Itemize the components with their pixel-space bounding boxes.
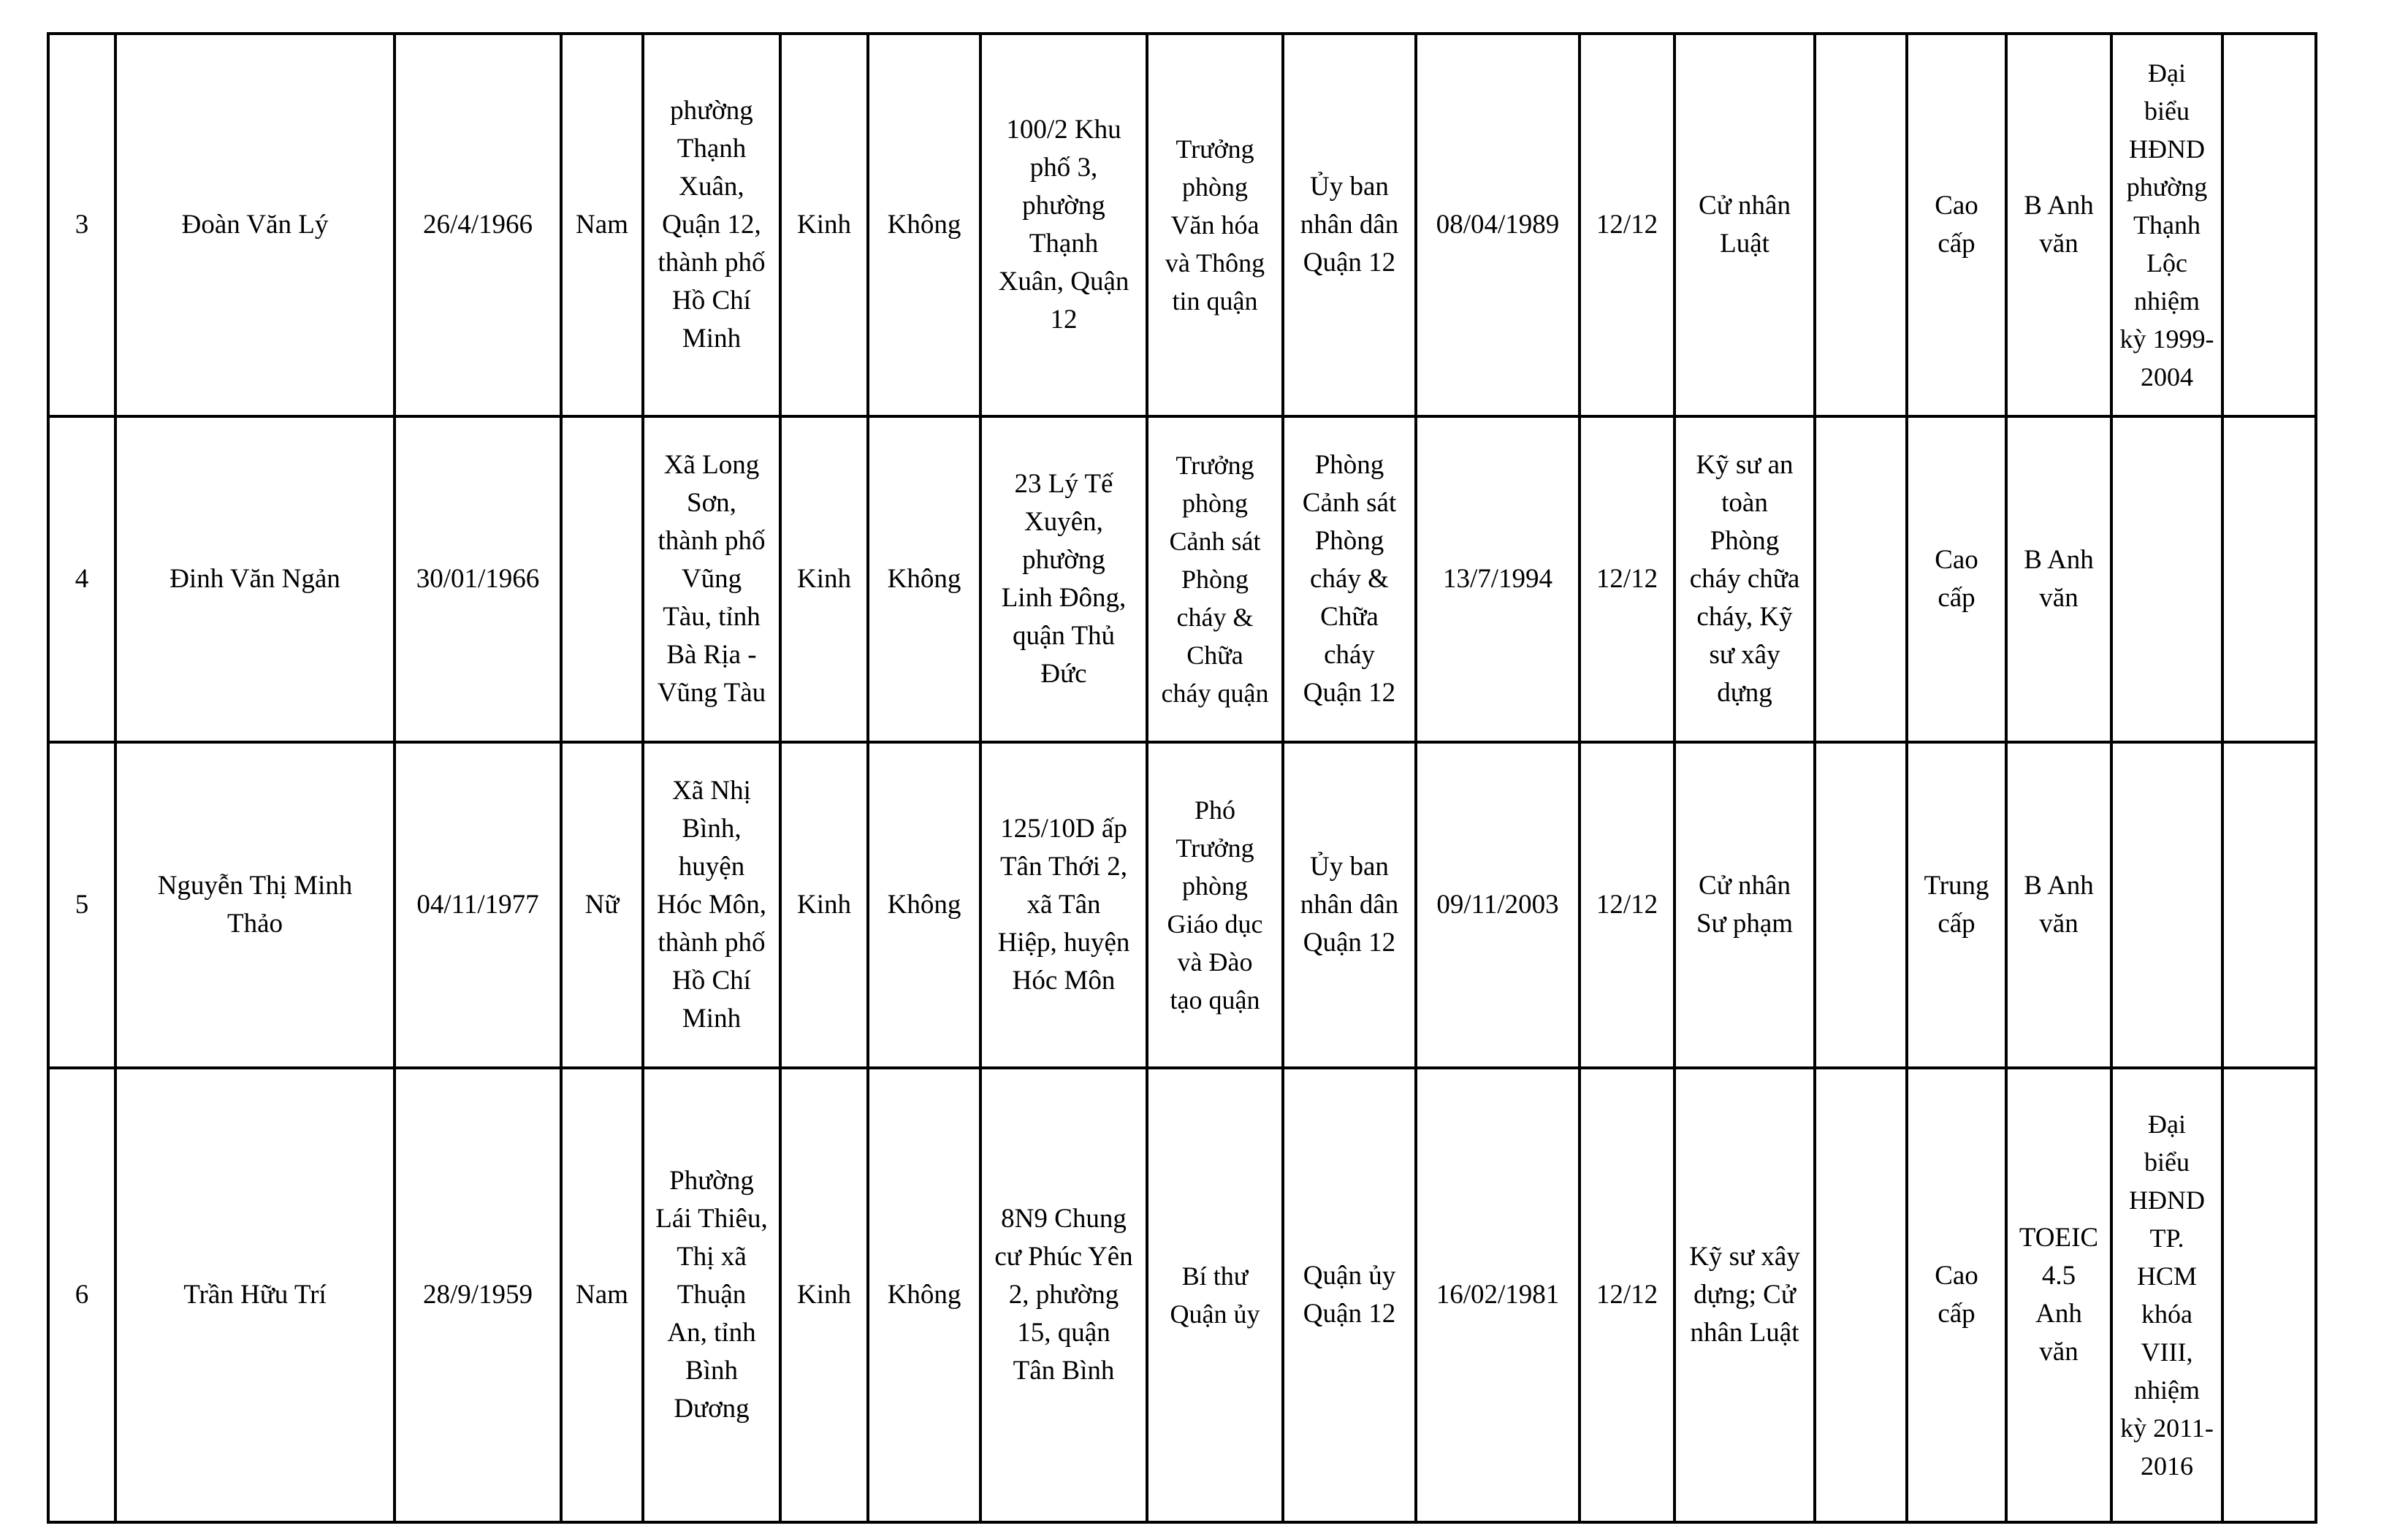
cell-extra bbox=[2222, 742, 2316, 1068]
cell-stt: 5 bbox=[48, 742, 115, 1068]
cell-ethnicity: Kinh bbox=[780, 34, 868, 416]
cell-name: Đoàn Văn Lý bbox=[115, 34, 395, 416]
cell-religion: Không bbox=[868, 742, 980, 1068]
cell-hometown: Phường Lái Thiêu, Thị xã Thuận An, tỉnh Bình Dương bbox=[643, 1068, 780, 1522]
cell-academic-title bbox=[1815, 742, 1907, 1068]
cell-gender: Nam bbox=[561, 34, 643, 416]
cell-council-member: Đại biểu HĐND TP. HCM khóa VIII, nhiệm kỳ 2011- 2016 bbox=[2111, 1068, 2222, 1522]
cell-religion: Không bbox=[868, 1068, 980, 1522]
cell-general-edu: 12/12 bbox=[1580, 742, 1674, 1068]
cell-name: Nguyễn Thị Minh Thảo bbox=[115, 742, 395, 1068]
cell-position: Trưởng phòng Văn hóa và Thông tin quận bbox=[1147, 34, 1283, 416]
cell-residence: 23 Lý Tế Xuyên, phường Linh Đông, quận Thủ Đức bbox=[980, 416, 1147, 742]
cell-stt: 3 bbox=[48, 34, 115, 416]
cell-dob: 30/01/1966 bbox=[395, 416, 561, 742]
cell-general-edu: 12/12 bbox=[1580, 1068, 1674, 1522]
cell-party-date: 09/11/2003 bbox=[1416, 742, 1580, 1068]
cell-workplace: Ủy ban nhân dân Quận 12 bbox=[1283, 742, 1416, 1068]
cell-dob: 26/4/1966 bbox=[395, 34, 561, 416]
cell-position: Phó Trưởng phòng Giáo dục và Đào tạo quận bbox=[1147, 742, 1283, 1068]
cell-stt: 6 bbox=[48, 1068, 115, 1522]
cell-religion: Không bbox=[868, 34, 980, 416]
cell-political-theory: Cao cấp bbox=[1907, 1068, 2006, 1522]
table-row bbox=[48, 416, 2316, 742]
cell-foreign-language: TOEIC 4.5 Anh văn bbox=[2006, 1068, 2111, 1522]
cell-ethnicity: Kinh bbox=[780, 742, 868, 1068]
cell-council-member bbox=[2111, 742, 2222, 1068]
cell-council-member: Đại biểu HĐND phường Thạnh Lộc nhiệm kỳ 1999- 2004 bbox=[2111, 34, 2222, 416]
cell-workplace: Ủy ban nhân dân Quận 12 bbox=[1283, 34, 1416, 416]
cell-degree: Kỹ sư xây dựng; Cử nhân Luật bbox=[1674, 1068, 1815, 1522]
cell-workplace: Phòng Cảnh sát Phòng cháy & Chữa cháy Quận 12 bbox=[1283, 416, 1416, 742]
cell-academic-title bbox=[1815, 1068, 1907, 1522]
cell-position: Trưởng phòng Cảnh sát Phòng cháy & Chữa cháy quận bbox=[1147, 416, 1283, 742]
cell-general-edu: 12/12 bbox=[1580, 34, 1674, 416]
table-row bbox=[48, 1068, 2316, 1522]
cell-hometown: Xã Nhị Bình, huyện Hóc Môn, thành phố Hồ Chí Minh bbox=[643, 742, 780, 1068]
cell-foreign-language: B Anh văn bbox=[2006, 416, 2111, 742]
cell-residence: 125/10D ấp Tân Thới 2, xã Tân Hiệp, huyện Hóc Môn bbox=[980, 742, 1147, 1068]
cell-residence: 100/2 Khu phố 3, phường Thạnh Xuân, Quận 12 bbox=[980, 34, 1147, 416]
cell-general-edu: 12/12 bbox=[1580, 416, 1674, 742]
cell-name: Trần Hữu Trí bbox=[115, 1068, 395, 1522]
cell-academic-title bbox=[1815, 34, 1907, 416]
cell-residence: 8N9 Chung cư Phúc Yên 2, phường 15, quận Tân Bình bbox=[980, 1068, 1147, 1522]
cell-gender: Nam bbox=[561, 1068, 643, 1522]
cell-dob: 04/11/1977 bbox=[395, 742, 561, 1068]
cell-workplace: Quận ủy Quận 12 bbox=[1283, 1068, 1416, 1522]
cell-council-member bbox=[2111, 416, 2222, 742]
cell-political-theory: Trung cấp bbox=[1907, 742, 2006, 1068]
cell-ethnicity: Kinh bbox=[780, 1068, 868, 1522]
cell-hometown: phường Thạnh Xuân, Quận 12, thành phố Hồ Chí Minh bbox=[643, 34, 780, 416]
cell-foreign-language: B Anh văn bbox=[2006, 742, 2111, 1068]
candidate-list-page bbox=[47, 32, 2314, 1521]
cell-party-date: 13/7/1994 bbox=[1416, 416, 1580, 742]
cell-religion: Không bbox=[868, 416, 980, 742]
cell-hometown: Xã Long Sơn, thành phố Vũng Tàu, tỉnh Bà Rịa - Vũng Tàu bbox=[643, 416, 780, 742]
cell-academic-title bbox=[1815, 416, 1907, 742]
table-row bbox=[48, 34, 2316, 416]
cell-gender bbox=[561, 416, 643, 742]
cell-extra bbox=[2222, 1068, 2316, 1522]
cell-stt: 4 bbox=[48, 416, 115, 742]
cell-position: Bí thư Quận ủy bbox=[1147, 1068, 1283, 1522]
candidate-table bbox=[47, 32, 2317, 1524]
cell-extra bbox=[2222, 34, 2316, 416]
cell-degree: Cử nhân Luật bbox=[1674, 34, 1815, 416]
cell-party-date: 08/04/1989 bbox=[1416, 34, 1580, 416]
cell-ethnicity: Kinh bbox=[780, 416, 868, 742]
cell-degree: Cử nhân Sư phạm bbox=[1674, 742, 1815, 1068]
cell-dob: 28/9/1959 bbox=[395, 1068, 561, 1522]
cell-party-date: 16/02/1981 bbox=[1416, 1068, 1580, 1522]
cell-gender: Nữ bbox=[561, 742, 643, 1068]
cell-degree: Kỹ sư an toàn Phòng cháy chữa cháy, Kỹ sư xây dựng bbox=[1674, 416, 1815, 742]
cell-political-theory: Cao cấp bbox=[1907, 34, 2006, 416]
table-row bbox=[48, 742, 2316, 1068]
cell-foreign-language: B Anh văn bbox=[2006, 34, 2111, 416]
cell-extra bbox=[2222, 416, 2316, 742]
cell-name: Đinh Văn Ngản bbox=[115, 416, 395, 742]
cell-political-theory: Cao cấp bbox=[1907, 416, 2006, 742]
